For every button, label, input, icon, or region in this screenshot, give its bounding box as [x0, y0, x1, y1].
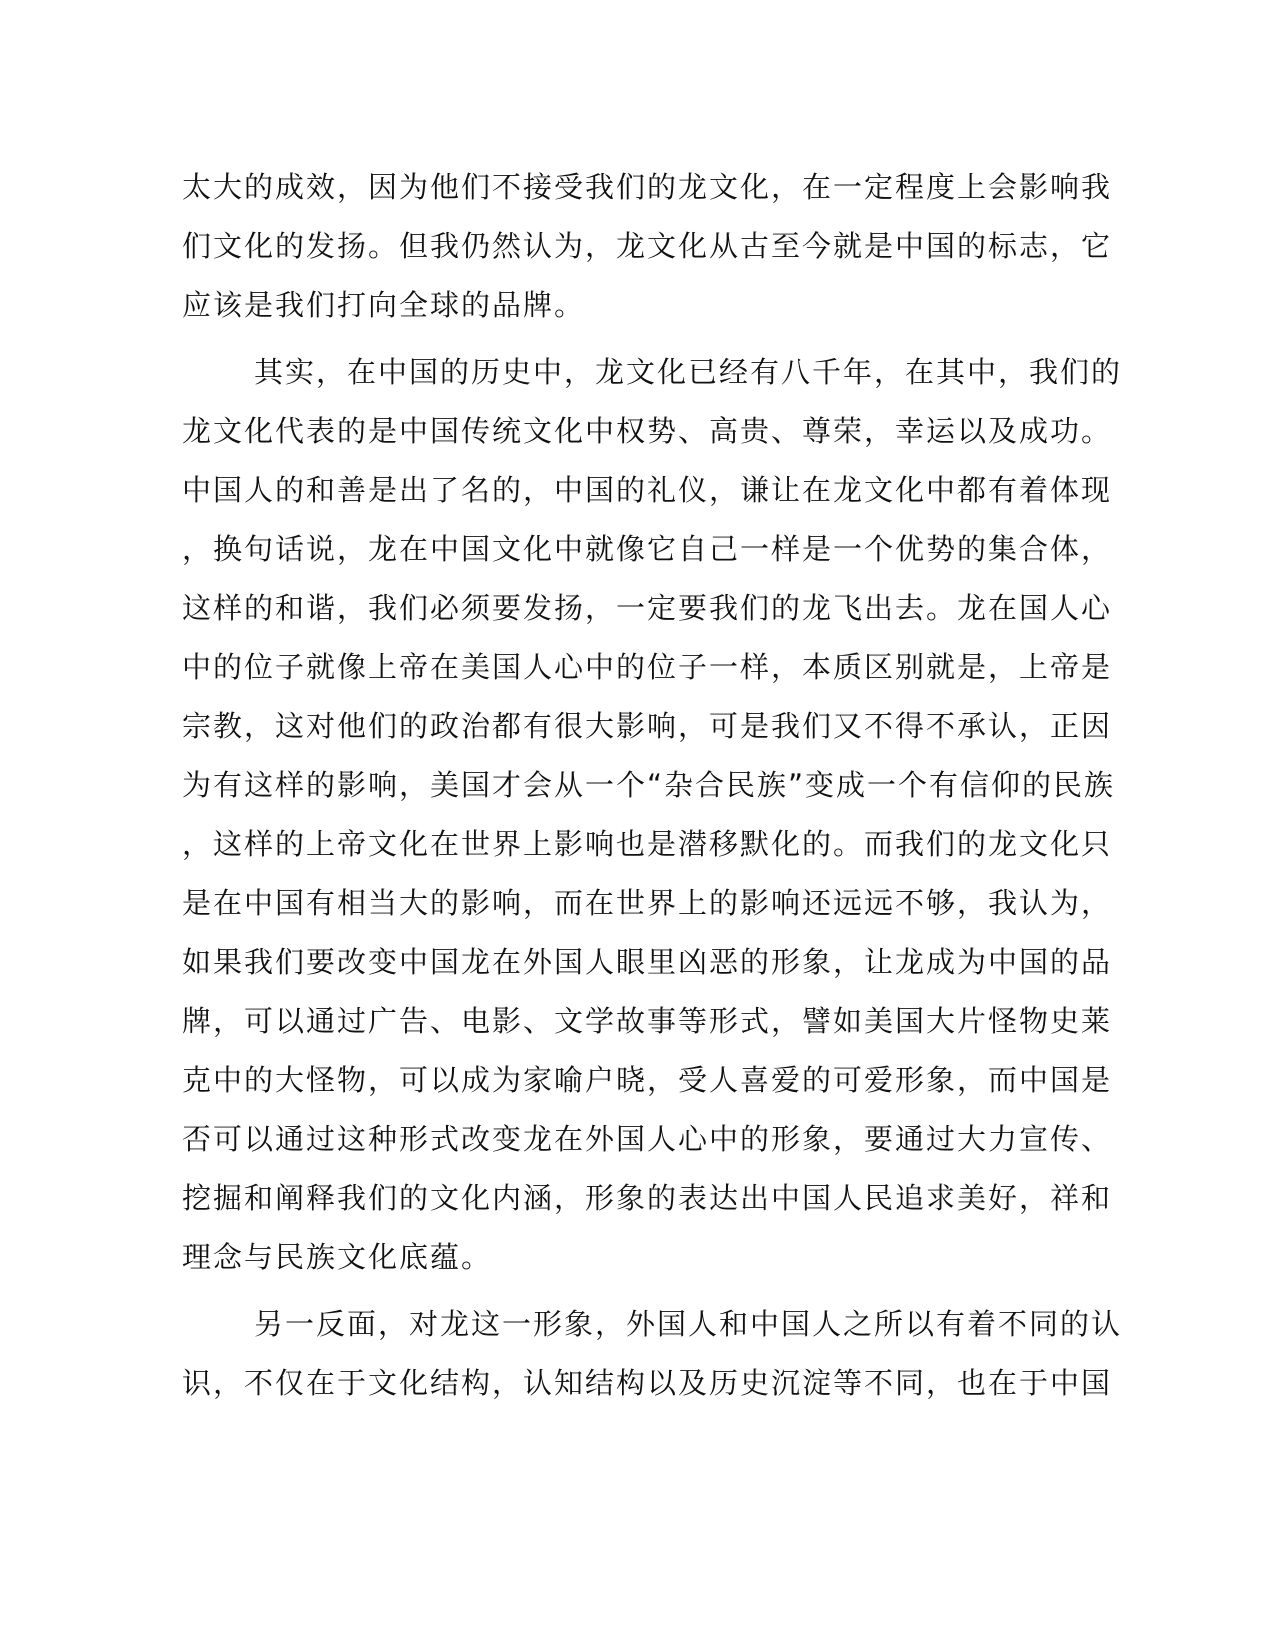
- text-line: 龙文化代表的是中国传统文化中权势、高贵、尊荣，幸运以及成功。: [182, 414, 1113, 448]
- text-line: 中的位子就像上帝在美国人心中的位子一样，本质区别就是，上帝是: [182, 650, 1113, 684]
- text-line: 们文化的发扬。但我仍然认为，龙文化从古至今就是中国的标志，它: [182, 229, 1113, 263]
- text-line: 识，不仅在于文化结构，认知结构以及历史沉淀等不同，也在于中国: [182, 1366, 1113, 1400]
- text-line: 克中的大怪物，可以成为家喻户晓，受人喜爱的可爱形象，而中国是: [182, 1063, 1113, 1097]
- text-line: 如果我们要改变中国龙在外国人眼里凶恶的形象，让龙成为中国的品: [182, 945, 1113, 979]
- text-line: 另一反面，对龙这一形象，外国人和中国人之所以有着不同的认: [254, 1307, 1123, 1341]
- text-line: ，换句话说，龙在中国文化中就像它自己一样是一个优势的集合体，: [182, 532, 1113, 566]
- text-line: 太大的成效，因为他们不接受我们的龙文化，在一定程度上会影响我: [182, 170, 1113, 204]
- paragraph: [182, 1295, 1123, 1413]
- paragraph: [182, 158, 1113, 335]
- text-line: 挖掘和阐释我们的文化内涵，形象的表达出中国人民追求美好，祥和: [182, 1181, 1113, 1215]
- text-line: 中国人的和善是出了名的，中国的礼仪，谦让在龙文化中都有着体现: [182, 473, 1113, 507]
- text-line: 宗教，这对他们的政治都有很大影响，可是我们又不得不承认，正因: [182, 709, 1113, 743]
- paragraph-gap: [182, 1287, 1042, 1295]
- text-line: 其实，在中国的历史中，龙文化已经有八千年，在其中，我们的: [254, 355, 1123, 389]
- text-line: 这样的和谐，我们必须要发扬，一定要我们的龙飞出去。龙在国人心: [182, 591, 1113, 625]
- document-body: [182, 158, 1123, 1413]
- text-line: 为有这样的影响，美国才会从一个“杂合民族”变成一个有信仰的民族: [182, 768, 1116, 802]
- text-line: ，这样的上帝文化在世界上影响也是潜移默化的。而我们的龙文化只: [182, 827, 1113, 861]
- paragraph-gap: [182, 335, 1042, 343]
- text-line: 否可以通过这种形式改变龙在外国人心中的形象，要通过大力宣传、: [182, 1122, 1113, 1156]
- text-line: 应该是我们打向全球的品牌。: [182, 288, 586, 322]
- text-line: 牌，可以通过广告、电影、文学故事等形式，譬如美国大片怪物史莱: [182, 1004, 1113, 1038]
- paragraph: [182, 343, 1123, 1287]
- text-line: 是在中国有相当大的影响，而在世界上的影响还远远不够，我认为，: [182, 886, 1113, 920]
- text-line: 理念与民族文化底蕴。: [182, 1240, 493, 1274]
